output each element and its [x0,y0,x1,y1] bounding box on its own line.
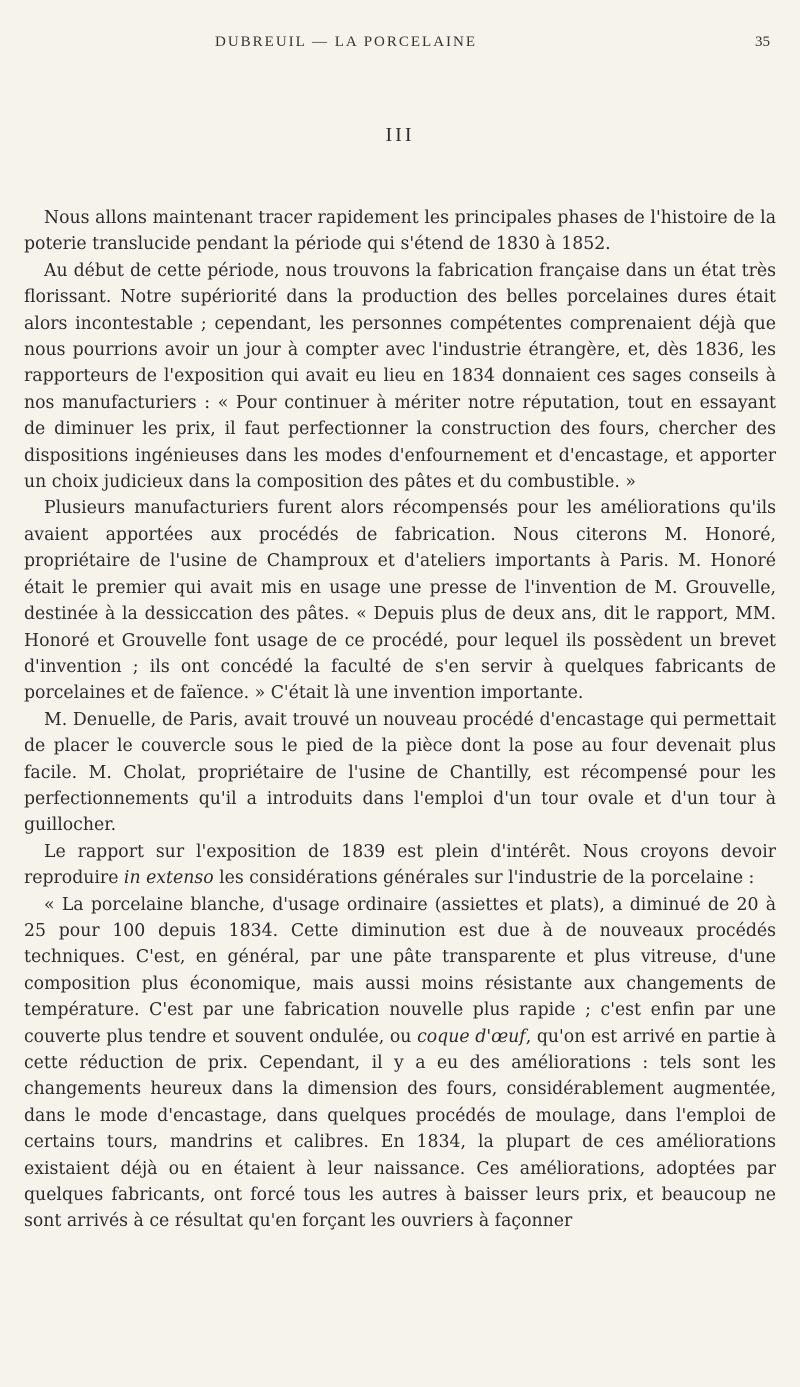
paragraph-6 [24,892,776,1235]
section-heading: III [385,124,415,146]
paragraph-6-text-b: , qu'on est arrivé en partie à cette réduction de prix. Cependant, il y a eu des améliorations : tels sont les changements heureux dans la dimension des fours, considérablement augmentée, dans le mode d'encastage, dans quelques procédés de moulage, dans l'emploi de certains tours, mandrins et calibres. En 1834, la plupart de ces améliorations existaient déjà ou en étaient à leur naissance. Ces améliorations, adoptées par quelques fabricants, ont forcé tous les autres à baisser leurs prix, et beaucoup ne sont arrivés à ce résultat qu'en forçant les ouvriers à façonner [24,1026,777,1232]
paragraph-2: Au début de cette période, nous trouvons la fabrication française dans un état très florissant. Notre supériorité dans la production des belles porcelaines dures était alors incontestable ; cependant, les personnes compétentes comprenaient déjà que nous pourrions avoir un jour à compter avec l'industrie étrangère, et, dès 1836, les rapporteurs de l'exposition qui avait eu lieu en 1834 donnaient ces sages conseils à nos manufacturiers : « Pour continuer à mériter notre réputation, tout en essayant de diminuer les prix, il faut perfectionner la construction des fours, chercher des dispositions ingénieuses dans les modes d'enfournement et d'encastage, et apporter un choix judicieux dans la composition des pâtes et du combustible. » [24,260,776,493]
paragraph-5-text-b: les considérations générales sur l'industrie de la porcelaine : [213,868,755,889]
paragraph-5-text-a: Le rapport sur l'exposition de 1839 est plein d'intérêt. Nous croyons devoir reproduire [24,841,776,889]
paragraph-3: Plusieurs manufacturiers furent alors récompensés pour les améliorations qu'ils avaient apportées aux procédés de fabrication. Nous citerons M. Honoré, propriétaire de l'usine de Champroux et d'ateliers importants à Paris. M. Honoré était le premier qui avait mis en usage une presse de l'invention de M. Grouvelle, destinée à la dessiccation des pâtes. « Depuis plus de deux ans, dit le rapport, MM. Honoré et Grouvelle font usage de ce procédé, pour lequel ils possèdent un brevet d'invention ; ils ont concédé la faculté de s'en servir à quelques fabricants de porcelaines et de faïence. » C'était là une invention importante. [24,498,776,704]
paragraph-1: Nous allons maintenant tracer rapidement les principales phases de l'histoire de la poterie translucide pendant la période qui s'étend de 1830 à 1852. [24,208,776,255]
paragraph-6-text-a: « La porcelaine blanche, d'usage ordinaire (assiettes et plats), a diminué de 20 à 25 pour 100 depuis 1834. Cette diminution est due à de nouveaux procédés techniques. C'est, en général, par une pâte transparente et plus vitreuse, d'une composition plus économique, mais aussi moins résistante aux changements de température. C'est par une fabrication nouvelle plus rapide ; c'est enfin par une couverte plus tendre et souvent ondulée, ou [24,894,776,1047]
paragraph-4: M. Denuelle, de Paris, avait trouvé un nouveau procédé d'encastage qui permettait de placer le couvercle sous le pied de la pièce dont la pose au four devenait plus facile. M. Cholat, propriétaire de l'usine de Chantilly, est récompensé pour les perfectionnements qu'il a introduits dans l'emploi d'un tour ovale et d'un tour à guillocher. [24,709,776,836]
paragraph-5-italic: in extenso [123,868,214,889]
paragraph-6-italic: coque d'œuf [417,1026,526,1047]
paragraph-5 [24,839,776,892]
page-number: 35 [755,34,770,50]
body-text [24,205,776,1235]
running-title: DUBREUIL — LA PORCELAINE [215,34,478,50]
